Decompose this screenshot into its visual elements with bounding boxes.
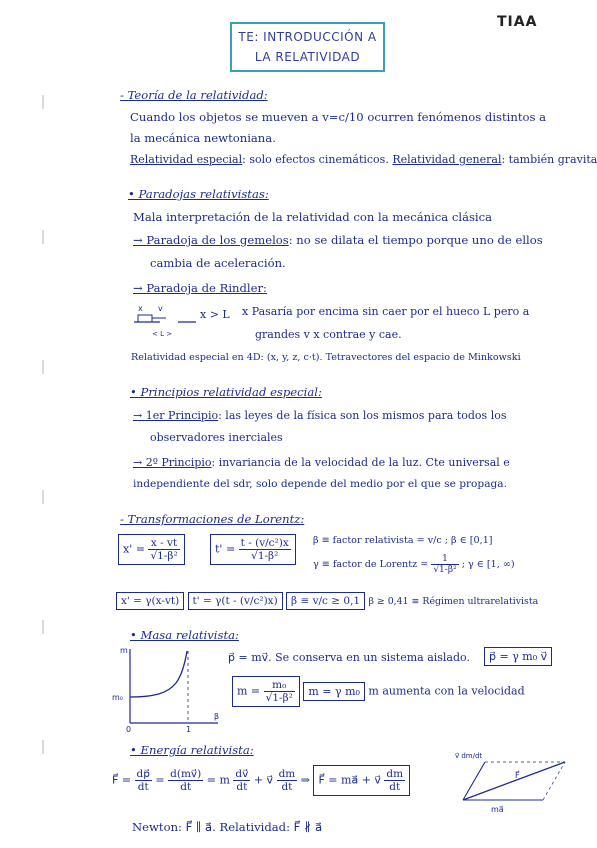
rindler-text-2: grandes v x contrae y cae. <box>255 328 402 341</box>
sketch-x-label: x <box>138 304 143 313</box>
fraction <box>148 537 179 562</box>
rindler-text-1: x Pasaría por encima sin caer por el hueco L pero a <box>242 305 530 318</box>
lorentz-x-equation <box>118 534 185 565</box>
teoria-line-3 <box>130 153 597 166</box>
graph-m0-label: m₀ <box>112 693 123 702</box>
denominator: dt <box>281 781 293 793</box>
margin-mark <box>42 360 44 374</box>
vector-v-dm-label: v⃗ dm/dt <box>455 752 483 760</box>
text: : las leyes de la física son los mismos para todos los <box>218 409 507 422</box>
beta-threshold-box: β ≡ v/c ≥ 0,1 <box>286 592 365 610</box>
fraction <box>168 768 203 793</box>
sketch-gap-label: < L > <box>152 330 173 338</box>
heading-text: • Paradojas relativistas: <box>128 187 269 201</box>
heading-text: • Principios relatividad especial: <box>130 385 322 399</box>
principio-1-label: → 1er Principio <box>133 409 219 422</box>
gemelos-label: → Paradoja de los gemelos <box>133 233 289 247</box>
vector-ma-label: ma⃗ <box>491 805 504 814</box>
section-heading-energia <box>130 743 254 757</box>
rindler-sketch <box>130 300 200 342</box>
sketch-object <box>138 315 152 322</box>
heading-text: • Masa relativista: <box>130 628 239 642</box>
margin-mark <box>42 740 44 754</box>
page-title <box>230 22 385 72</box>
margin-mark <box>42 620 44 634</box>
eq-lhs: F⃗ = <box>112 773 132 787</box>
margin-mark <box>42 230 44 244</box>
eq-lhs: m = <box>237 684 261 698</box>
lorentz-t-box <box>210 534 296 565</box>
mass-curve <box>130 651 187 697</box>
denominator: √1-β² <box>433 565 457 575</box>
fraction <box>384 768 405 793</box>
numerator: d(mv⃗) <box>170 768 202 780</box>
denominator: dt <box>389 781 401 793</box>
gamma-definition <box>313 554 515 575</box>
mass-box <box>232 676 300 707</box>
force-vector-diagram <box>455 748 575 816</box>
newton-vs-relatividad: Newton: F⃗ ∥ a⃗. Relatividad: F⃗ ∦ a⃗ <box>132 820 323 834</box>
parallelogram-right <box>543 762 565 800</box>
title-line-1: TE: INTRODUCCIÓN A <box>238 30 377 44</box>
principio-2-label: → 2º Principio <box>133 456 212 469</box>
text: γ ≡ factor de Lorentz = <box>313 559 429 570</box>
force-box <box>313 765 410 796</box>
section-heading-principios <box>130 385 322 399</box>
beta-definition: β ≡ factor relativista = v/c ; β ∈ [0,1] <box>313 535 493 546</box>
text: : también gravita <box>501 153 597 166</box>
title-line-2: LA RELATIVIDAD <box>254 50 361 64</box>
section-heading-lorentz <box>120 512 304 526</box>
momentum-box: p⃗ = γ m₀ v⃗ <box>484 647 552 666</box>
rindler-relation: x > L <box>200 308 230 321</box>
graph-m-label: m <box>120 646 128 655</box>
fraction <box>135 768 152 793</box>
lorentz-gamma-row <box>116 592 538 610</box>
paradojas-line-1: Mala interpretación de la relatividad con la mecánica clásica <box>133 210 493 224</box>
sketch-v-label: v <box>158 304 163 313</box>
text: : solo efectos cinemáticos. <box>242 153 393 166</box>
fraction <box>277 768 298 793</box>
numerator: x - vt <box>148 537 179 550</box>
momentum-box-wrap <box>484 647 552 666</box>
lorentz-gamma-t-box: t' = γ(t - (v/c²)x) <box>188 592 283 610</box>
mass-equation <box>232 676 525 707</box>
numerator: 1 <box>431 554 458 565</box>
principio-2-line <box>133 456 510 469</box>
mass-increase-text: m aumenta con la velocidad <box>368 684 525 698</box>
numerator: dv⃗ <box>235 768 249 780</box>
margin-mark <box>42 490 44 504</box>
principio-1-line <box>133 409 506 422</box>
relatividad-especial-label: Relatividad especial <box>130 153 243 166</box>
mass-gamma-box: m = γ m₀ <box>303 682 365 701</box>
fraction <box>239 537 291 562</box>
text: p⃗ = mv⃗. Se conserva en un sistema aislado. <box>228 651 470 664</box>
implies-arrow: ⇒ <box>300 773 310 787</box>
text: : no se dilata el tiempo porque uno de ellos <box>288 233 543 247</box>
denominator: √1-β² <box>251 550 279 562</box>
denominator: √1-β² <box>150 550 178 562</box>
rindler-heading <box>133 281 267 295</box>
lorentz-gamma-x-box: x' = γ(x-vt) <box>116 592 184 610</box>
section-heading-masa <box>130 628 239 642</box>
heading-text: - Transformaciones de Lorentz: <box>120 512 305 526</box>
denominator: dt <box>236 781 248 793</box>
rindler-label: → Paradoja de Rindler: <box>133 281 267 295</box>
gemelos-line <box>133 233 543 247</box>
text: + v⃗ <box>253 773 274 787</box>
heading-text: - Teoría de la relatividad: <box>120 88 268 102</box>
numerator: dm <box>386 768 404 780</box>
regime-text: β ≥ 0,41 ≡ Régimen ultrarelativista <box>368 596 539 607</box>
graph-zero-label: 0 <box>126 725 132 733</box>
margin-mark <box>42 95 44 109</box>
momentum-line <box>228 651 470 664</box>
numerator: dp⃗ <box>136 768 150 780</box>
relatividad-general-label: Relatividad general <box>392 153 502 166</box>
graph-one-label: 1 <box>186 725 192 733</box>
principio-2-line-2: independiente del sdr, solo depende del medio por el que se propaga. <box>133 478 507 490</box>
section-heading-teoria <box>120 88 268 102</box>
vector-f-label: F⃗ <box>515 771 520 780</box>
vector-f <box>463 762 565 800</box>
denominator: dt <box>137 781 149 793</box>
numerator: t - (v/c²)x <box>240 537 289 549</box>
principio-1-line-2: observadores inerciales <box>150 431 283 444</box>
fraction <box>233 768 250 793</box>
mass-graph <box>110 643 225 733</box>
force-equation: F⃗ = $\frac{dp⃗}{dt}$ = $\frac{d(mv⃗)}{dt}$ = m $\frac{dv⃗}{dt}$ + v⃗ $\frac{dm}{dt}$ ⇒ F⃗ = ma⃗ + v⃗ $\frac{dm}{dt}$ <box>112 765 410 796</box>
eq-lhs: t' = <box>215 542 236 556</box>
eq-lhs: F⃗ = ma⃗ + v⃗ <box>318 773 381 787</box>
fraction <box>431 554 458 575</box>
graph-beta-label: β <box>214 712 220 721</box>
course-label: TIAA <box>497 14 538 30</box>
gemelos-line-2: cambia de aceleración. <box>150 256 286 270</box>
eq-lhs: x' = <box>123 542 145 556</box>
denominator: dt <box>180 781 192 793</box>
vector-v-dm <box>463 762 485 800</box>
numerator: dm <box>278 768 296 780</box>
heading-text: • Energía relativista: <box>130 743 254 757</box>
text: : invariancia de la velocidad de la luz. Cte universal e <box>211 456 510 469</box>
teoria-line-1: Cuando los objetos se mueven a v=c/10 ocurren fenómenos distintos a <box>130 110 547 124</box>
section-heading-paradojas <box>128 187 269 201</box>
especial-4d-line: Relatividad especial en 4D: (x, y, z, c·t). Tetravectores del espacio de Minkowski <box>131 352 521 363</box>
teoria-line-2: la mecánica newtoniana. <box>130 131 276 145</box>
lorentz-t-equation <box>210 534 296 565</box>
numerator: m₀ <box>264 679 295 692</box>
lorentz-x-box <box>118 534 185 565</box>
text: ; γ ∈ [1, ∞) <box>461 559 515 570</box>
denominator: √1-β² <box>265 692 293 704</box>
text: = m <box>206 773 230 787</box>
fraction <box>264 679 295 704</box>
